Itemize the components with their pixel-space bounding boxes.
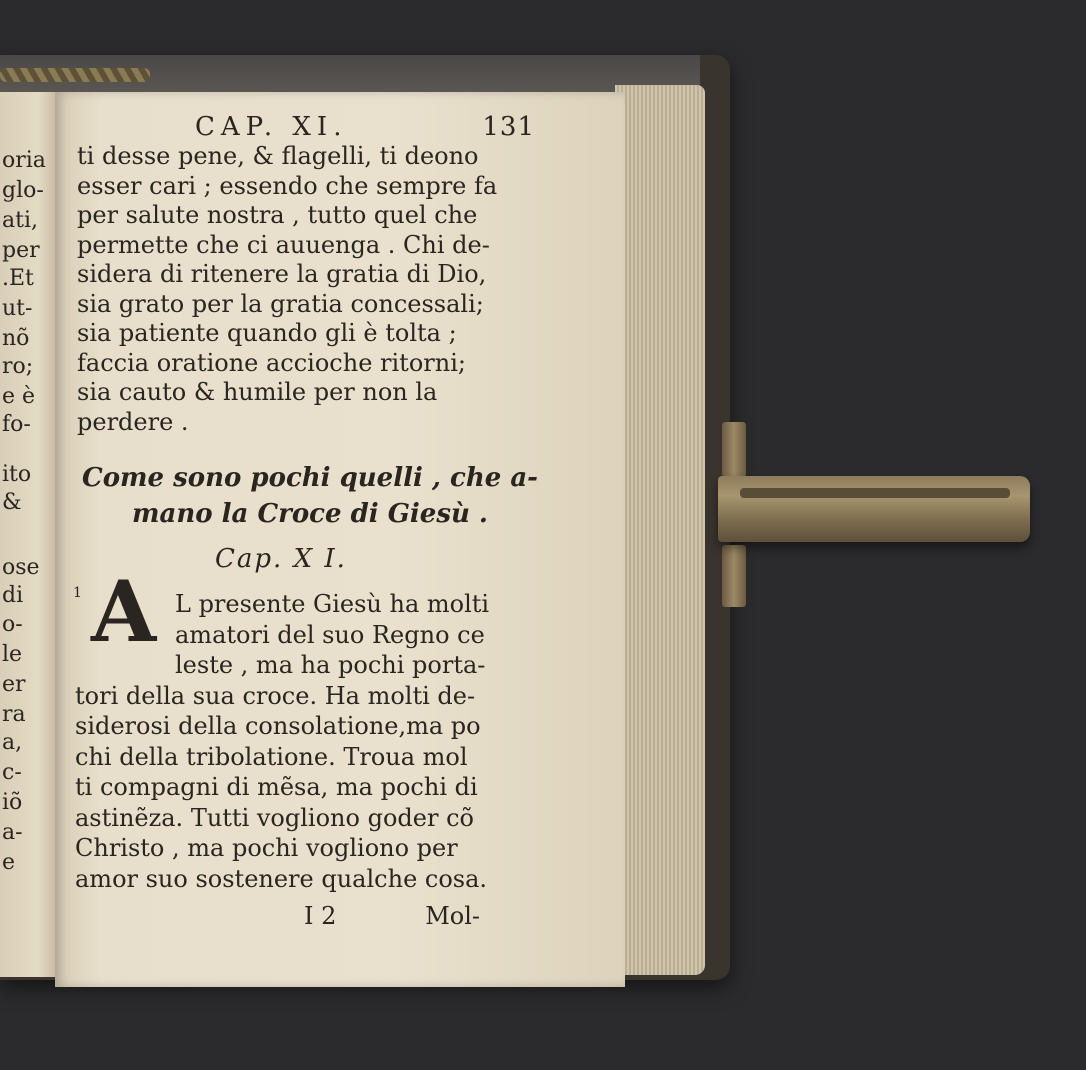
left-page-fragment: ati, <box>2 208 38 233</box>
left-page-fragment: glo- <box>2 178 44 203</box>
body-line: amatori del suo Regno ce <box>175 620 485 649</box>
running-header <box>195 112 535 142</box>
left-page-fragment: a, <box>2 730 23 755</box>
body-line: ti compagni di mẽsa, ma pochi di <box>75 773 478 801</box>
chapter-label: Cap. X I. <box>215 544 347 574</box>
catchword: Mol- <box>425 902 480 930</box>
left-page-fragment: per <box>2 238 40 263</box>
clasp-hinge-top <box>722 422 746 477</box>
left-page-fragment: e <box>2 850 16 875</box>
text-line: sia cauto & humile per non la <box>77 378 438 406</box>
verse-number: 1 <box>73 585 82 601</box>
body-line: Christo , ma pochi vogliono per <box>75 834 458 862</box>
clasp-groove <box>740 488 1010 498</box>
body-line: amor suo sostenere qualche cosa. <box>75 864 488 893</box>
body-line: tori della sua croce. Ha molti de- <box>75 681 476 710</box>
left-page-fragment: c- <box>2 760 22 785</box>
left-page-fragment: a- <box>2 820 23 845</box>
text-line: sia patiente quando gli è tolta ; <box>77 319 457 347</box>
page-block-edges <box>615 85 705 975</box>
right-page <box>55 92 625 987</box>
text-line: sia grato per la gratia concessali; <box>77 289 484 318</box>
page-number: 131 <box>482 112 535 142</box>
text-block <box>77 142 547 437</box>
body-line: L presente Giesù ha molti <box>175 590 490 618</box>
drop-cap: A <box>91 562 157 661</box>
heading-line: mano la Croce di Giesù . <box>132 499 488 529</box>
left-page-fragment: ro; <box>2 354 34 379</box>
metal-clasp <box>718 476 1030 542</box>
heading-line: Come sono pochi quelli , che a- <box>82 463 538 493</box>
left-page-fragment: fo- <box>2 412 31 437</box>
body-line: chi della tribolatione. Troua mol <box>75 742 468 771</box>
left-page-fragment: .Et <box>2 266 34 291</box>
body-line: leste , ma ha pochi porta- <box>175 651 486 679</box>
running-title: CAP. XI. <box>195 112 348 142</box>
text-line: permette che ci auuenga . Chi de- <box>77 230 490 259</box>
left-page-fragment: ose <box>2 555 40 580</box>
text-line: perdere . <box>77 407 189 436</box>
text-line: ti desse pene, & flagelli, ti deono <box>77 142 479 170</box>
left-page-fragment: nõ <box>2 326 30 351</box>
chapter-body <box>75 589 545 894</box>
text-line: esser cari ; essendo che sempre fa <box>77 171 498 200</box>
left-page-fragment: iõ <box>2 790 23 815</box>
binding-stitch <box>0 68 150 82</box>
body-line: astinẽza. Tutti vogliono goder cõ <box>75 803 474 832</box>
left-page-fragment: oria <box>2 148 46 173</box>
left-page-fragment: o- <box>2 612 23 637</box>
clasp-hinge-bottom <box>722 545 746 607</box>
left-page-fragment: ito <box>2 462 32 487</box>
chapter-heading <box>80 460 540 532</box>
left-page-fragment: & <box>2 490 22 515</box>
left-page <box>0 92 55 977</box>
signature-mark: I 2 <box>304 902 337 930</box>
body-line: siderosi della consolatione,ma po <box>75 712 481 740</box>
left-page-fragment: le <box>2 642 23 667</box>
text-line: sidera di ritenere la gratia di Dio, <box>77 260 487 288</box>
left-page-fragment: ut- <box>2 296 33 321</box>
text-line: faccia oratione accioche ritorni; <box>77 348 466 377</box>
page-footer <box>290 902 490 930</box>
left-page-fragment: ra <box>2 702 26 727</box>
text-line: per salute nostra , tutto quel che <box>77 201 478 229</box>
left-page-fragment: er <box>2 672 26 697</box>
left-page-fragment: di <box>2 583 24 608</box>
left-page-fragment: e è <box>2 384 36 409</box>
